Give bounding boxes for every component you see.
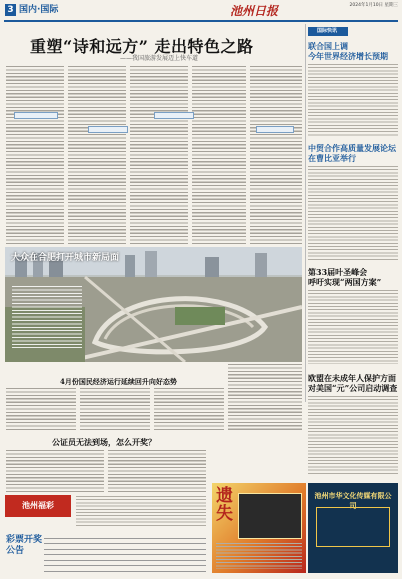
date-line: 2024年1月10日 星期三 (349, 3, 398, 8)
right-story-4-title-2: 对美国“元”公司启动调查 (308, 383, 398, 393)
lottery-logo: 池州福彩 (5, 495, 71, 517)
right-story-2-title: 中贸合作高质量发展论坛 (308, 143, 396, 153)
mid-column-1 (6, 388, 76, 432)
mid-column-4 (228, 364, 302, 432)
ad-media-title: 池州市华文化传媒有限公司 (314, 491, 392, 510)
bottom-column-2 (108, 450, 206, 492)
right-story-1-title-2: 今年世界经济增长预期 (308, 51, 388, 61)
subhead-box-4 (256, 126, 294, 133)
lead-column-5 (250, 66, 302, 244)
masthead (0, 0, 402, 22)
bottom-headline: 公证员无法到场，怎么开奖？ (52, 437, 156, 447)
lead-column-1 (6, 66, 64, 244)
section-name: 国内·国际 (19, 5, 59, 15)
bottom-column-1 (6, 450, 104, 492)
mid-headline: 4月份国民经济运行延续回升向好态势 (60, 377, 177, 386)
lead-headline: 重塑“诗和远方” 走出特色之路 (30, 37, 254, 56)
right-story-2-body (308, 166, 398, 262)
right-story-3-title-2: 呼吁实现“两国方案” (308, 277, 382, 287)
lead-column-2 (68, 66, 126, 244)
lottery-results-table (44, 533, 206, 572)
mid-column-2 (80, 388, 150, 432)
ad-notice-char: 遗失 (216, 486, 233, 524)
ad-banner-notice (212, 483, 306, 573)
lead-column-4 (192, 66, 246, 244)
newspaper-logo: 池州日报 (230, 4, 279, 18)
lottery-results-label: 彩票开奖公告 (6, 535, 43, 556)
right-story-4-title: 欧盟在未成年人保护方面 (308, 373, 396, 383)
ad-banner-media (308, 483, 398, 573)
right-story-1-body (308, 64, 398, 136)
lead-subhead: ——我国旅游发展迈上快车道 (120, 55, 199, 62)
ad-media-panel (316, 507, 390, 547)
right-story-1-title: 联合国上调 (308, 41, 348, 51)
lead-column-3 (130, 66, 188, 244)
right-story-4-body (308, 396, 398, 476)
masthead-rule (4, 20, 398, 22)
right-story-3-body (308, 290, 398, 364)
page-number: 3 (5, 4, 16, 16)
right-story-3-title: 第33届叶圣峰会 (308, 267, 368, 277)
ad-notice-panel (238, 493, 302, 539)
right-story-2-title-2: 在曹比亚举行 (308, 153, 356, 163)
subhead-box-3 (154, 112, 194, 119)
ad-notice-text (216, 543, 302, 569)
photo-caption-text (12, 286, 82, 350)
lottery-notice (76, 496, 206, 526)
mid-column-3 (154, 388, 224, 432)
news-tag: 国际快讯 (308, 27, 348, 36)
photo-caption-headline: 大众在合肥打开城市新局面 (11, 253, 120, 263)
subhead-box-2 (88, 126, 128, 133)
subhead-box-1 (14, 112, 58, 119)
